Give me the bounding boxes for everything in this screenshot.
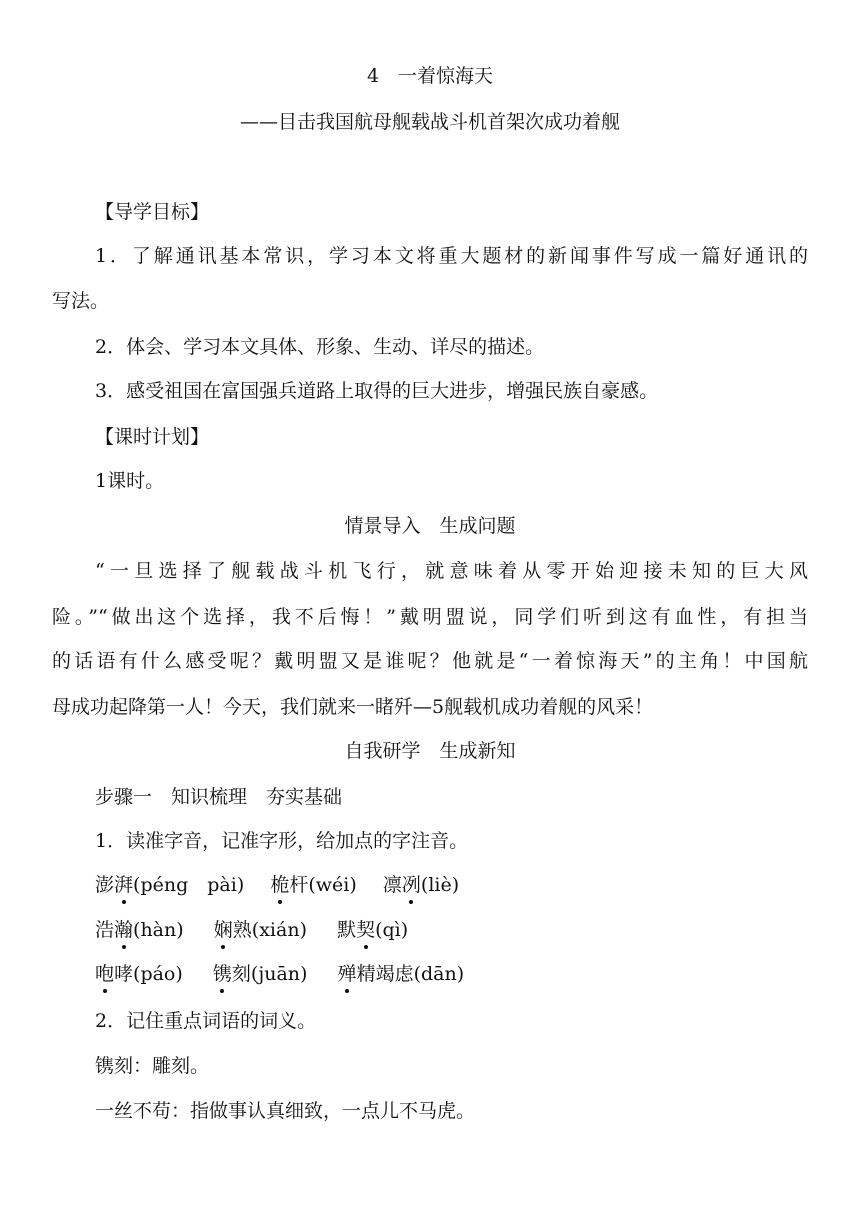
dotted-char: 殚 bbox=[337, 963, 357, 985]
pinyin-entry: 殚精竭虑(dān) bbox=[337, 963, 465, 985]
item-1: 1．读准字音，记准字形，给加点的字注音。 bbox=[95, 830, 469, 852]
definition-2: 一丝不苟：指做事认真细致，一点儿不马虎。 bbox=[95, 1100, 476, 1122]
pinyin-entry: 澎湃(péng pài) bbox=[95, 874, 245, 896]
pinyin-row-2 bbox=[95, 918, 408, 942]
goal-3: 3．感受祖国在富国强兵道路上取得的巨大进步，增强民族自豪感。 bbox=[95, 380, 659, 402]
dotted-char: 镌 bbox=[212, 963, 232, 985]
goal-1-line-1: 1．了解通讯基本常识，学习本文将重大题材的新闻事件写成一篇好通讯的 bbox=[95, 245, 808, 267]
item-2: 2．记住重点词语的词义。 bbox=[95, 1010, 317, 1032]
goals-heading: 【导学目标】 bbox=[95, 201, 210, 223]
intro-line-4: 母成功起降第一人！今天，我们就来一睹歼—5舰载机成功着舰的风采！ bbox=[52, 696, 654, 718]
plan-heading: 【课时计划】 bbox=[95, 426, 210, 448]
pinyin-entry: 咆哮(páo) bbox=[95, 963, 183, 985]
lesson-subtitle: ——目击我国航母舰载战斗机首架次成功着舰 bbox=[239, 111, 620, 133]
dotted-char: 瀚 bbox=[114, 919, 134, 941]
dotted-char: 桅 bbox=[270, 874, 290, 896]
goal-1-line-2: 写法。 bbox=[52, 290, 110, 312]
pinyin-entry: 默契(qì) bbox=[337, 919, 409, 941]
lesson-title: 4 一着惊海天 bbox=[366, 65, 494, 87]
pinyin-entry: 凛冽(liè) bbox=[382, 874, 460, 896]
dotted-char: 契 bbox=[356, 919, 376, 941]
pinyin-entry: 镌刻(juān) bbox=[212, 963, 308, 985]
plan-text: 1课时。 bbox=[95, 470, 165, 492]
pinyin-entry: 娴熟(xián) bbox=[213, 919, 307, 941]
dotted-char: 湃 bbox=[114, 874, 134, 896]
intro-line-2: 险。”“做出这个选择，我不后悔！”戴明盟说，同学们听到这有血性，有担当 bbox=[52, 606, 808, 628]
pinyin-row-1 bbox=[95, 873, 459, 897]
intro-line-1: “一旦选择了舰载战斗机飞行，就意味着从零开始迎接未知的巨大风 bbox=[95, 560, 808, 582]
intro-heading: 情景导入 生成问题 bbox=[344, 515, 516, 537]
study-heading: 自我研学 生成新知 bbox=[344, 740, 516, 762]
step-1-heading: 步骤一 知识梳理 夯实基础 bbox=[95, 786, 343, 808]
goal-2: 2．体会、学习本文具体、形象、生动、详尽的描述。 bbox=[95, 336, 545, 358]
intro-line-3: 的话语有什么感受呢？戴明盟又是谁呢？他就是“一着惊海天”的主角！中国航 bbox=[52, 650, 808, 672]
pinyin-row-3 bbox=[95, 962, 464, 986]
pinyin-entry: 浩瀚(hàn) bbox=[95, 919, 184, 941]
dotted-char: 娴 bbox=[213, 919, 233, 941]
definition-1: 镌刻：雕刻。 bbox=[95, 1055, 210, 1077]
dotted-char: 咆 bbox=[95, 963, 115, 985]
pinyin-entry: 桅杆(wéi) bbox=[270, 874, 357, 896]
dotted-char: 冽 bbox=[401, 874, 421, 896]
